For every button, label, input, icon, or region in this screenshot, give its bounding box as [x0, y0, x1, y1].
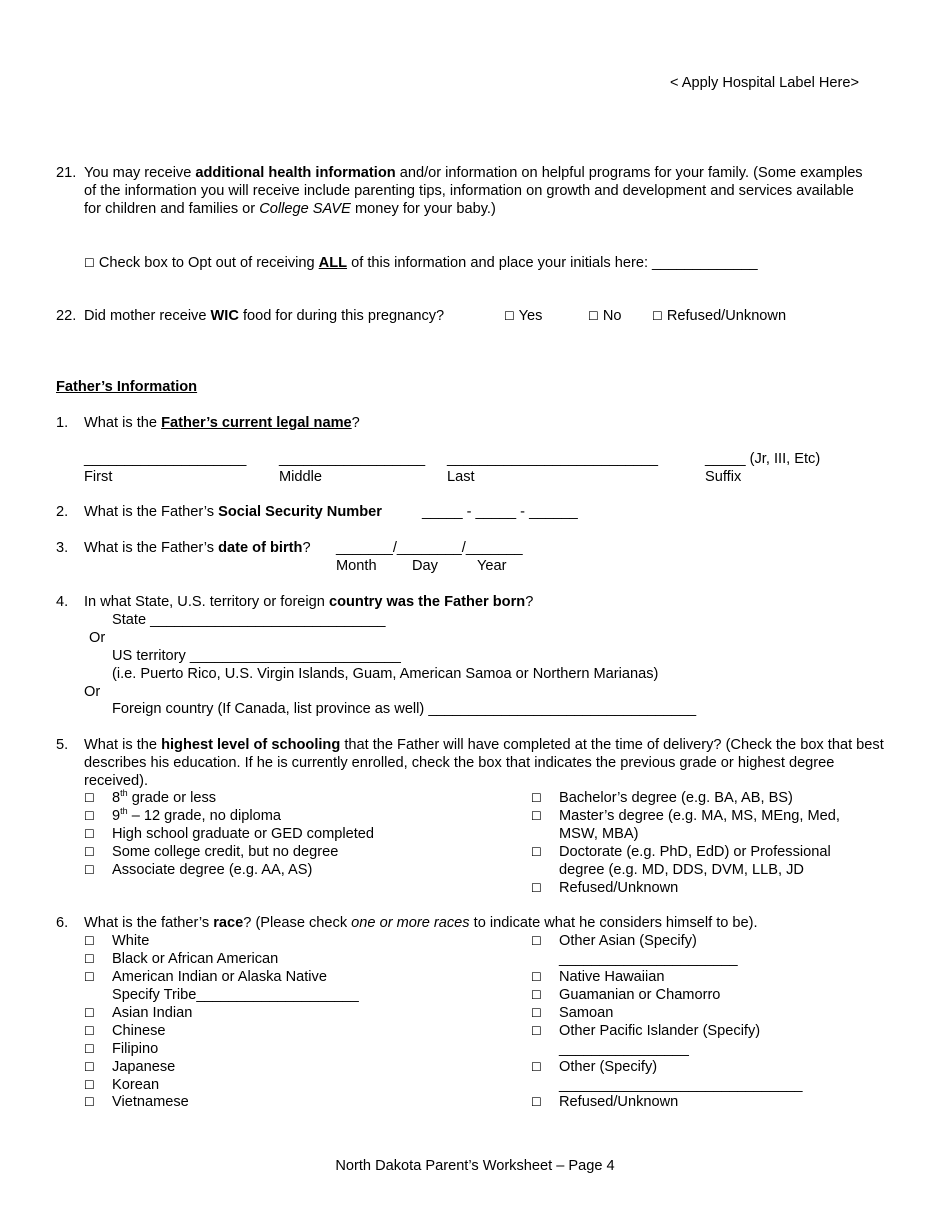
hospital-label-note: < Apply Hospital Label Here>	[670, 75, 860, 91]
checkbox-icon[interactable]: ☐	[531, 845, 542, 859]
f5-question: What is the highest level of schooling that the Father will have completed at the time of delivery? (Check the box that best describes his education. If he is currently enrolled, check the box that indicates the previous grade or highest degree received).	[84, 737, 884, 789]
checkbox-icon[interactable]: ☐	[531, 809, 542, 823]
checkbox-icon[interactable]: ☐	[531, 988, 542, 1002]
edu-option-associate: Associate degree (e.g. AA, AS)	[112, 862, 313, 878]
checkbox-icon[interactable]: ☐	[504, 309, 515, 323]
checkbox-icon[interactable]: ☐	[84, 791, 95, 805]
checkbox-icon[interactable]: ☐	[84, 934, 95, 948]
checkbox-icon[interactable]: ☐	[84, 1006, 95, 1020]
checkbox-icon[interactable]: ☐	[84, 845, 95, 859]
q22-question: Did mother receive WIC food for during this pregnancy?	[84, 308, 445, 324]
checkbox-icon[interactable]: ☐	[84, 952, 95, 966]
state-line[interactable]: State _____________________________	[112, 612, 386, 628]
q22-yes-option[interactable]: ☐ Yes	[504, 308, 543, 324]
checkbox-icon[interactable]: ☐	[84, 1042, 95, 1056]
checkbox-icon[interactable]: ☐	[84, 1060, 95, 1074]
edu-option-doctorate: Doctorate (e.g. PhD, EdD) or Professional	[559, 844, 831, 860]
edu-option-bachelor: Bachelor’s degree (e.g. BA, AB, BS)	[559, 790, 793, 806]
race-option: Native Hawaiian	[559, 969, 665, 985]
race-option: Guamanian or Chamorro	[559, 987, 721, 1003]
f2-number: 2.	[56, 504, 69, 520]
other-asian-line[interactable]: ______________________	[559, 951, 738, 967]
f4-question: In what State, U.S. territory or foreign country was the Father born?	[84, 594, 534, 610]
race-option-refused: Refused/Unknown	[559, 1094, 679, 1110]
race-option: Japanese	[112, 1059, 176, 1075]
checkbox-icon[interactable]: ☐	[531, 791, 542, 805]
checkbox-icon[interactable]: ☐	[84, 863, 95, 877]
foreign-country-line[interactable]: Foreign country (If Canada, list province as well) _________________________________	[112, 701, 697, 717]
specify-tribe-line[interactable]: Specify Tribe____________________	[112, 987, 359, 1003]
last-label: Last	[447, 469, 475, 485]
territory-examples: (i.e. Puerto Rico, U.S. Virgin Islands, Guam, American Samoa or Northern Marianas)	[112, 666, 659, 682]
checkbox-icon[interactable]: ☐	[84, 1024, 95, 1038]
race-option: Korean	[112, 1077, 160, 1093]
checkbox-icon[interactable]: ☐	[531, 1024, 542, 1038]
dob-line[interactable]: _______/________/_______	[336, 540, 523, 556]
edu-option-doctorate-cont: degree (e.g. MD, DDS, DVM, LLB, JD	[559, 862, 804, 878]
checkbox-icon[interactable]: ☐	[84, 809, 95, 823]
ssn-line[interactable]: _____ - _____ - ______	[422, 504, 578, 520]
edu-option-9th-12th: 9th – 12 grade, no diploma	[112, 806, 281, 824]
checkbox-icon[interactable]: ☐	[652, 309, 663, 323]
q21-optout: ☐ Check box to Opt out of receiving ALL of this information and place your initials here: _____________	[84, 255, 758, 271]
checkbox-icon[interactable]: ☐	[531, 1006, 542, 1020]
q22-refused-option[interactable]: ☐ Refused/Unknown	[652, 308, 787, 324]
f3-question: What is the Father’s date of birth?	[84, 540, 311, 556]
race-option: Asian Indian	[112, 1005, 193, 1021]
checkbox-icon[interactable]: ☐	[588, 309, 599, 323]
race-option: Samoan	[559, 1005, 614, 1021]
checkbox-icon[interactable]: ☐	[84, 827, 95, 841]
checkbox-icon[interactable]: ☐	[531, 881, 542, 895]
page-footer: North Dakota Parent’s Worksheet – Page 4	[335, 1158, 615, 1174]
race-option: American Indian or Alaska Native	[112, 969, 327, 985]
checkbox-icon[interactable]: ☐	[531, 934, 542, 948]
f3-number: 3.	[56, 540, 69, 556]
race-option: Black or African American	[112, 951, 279, 967]
race-option: Filipino	[112, 1041, 159, 1057]
middle-name-line[interactable]: __________________	[279, 451, 426, 467]
f1-number: 1.	[56, 415, 69, 431]
race-option-other-asian: Other Asian (Specify)	[559, 933, 697, 949]
race-option: Vietnamese	[112, 1094, 189, 1110]
suffix-line[interactable]: _____ (Jr, III, Etc)	[705, 451, 821, 467]
f2-question: What is the Father’s Social Security Number	[84, 504, 382, 520]
other-line[interactable]: ______________________________	[559, 1077, 803, 1093]
q22-number: 22.	[56, 308, 77, 324]
day-label: Day	[412, 558, 438, 574]
us-territory-line[interactable]: US territory __________________________	[112, 648, 401, 664]
f6-number: 6.	[56, 915, 69, 931]
last-name-line[interactable]: __________________________	[447, 451, 659, 467]
edu-option-refused: Refused/Unknown	[559, 880, 679, 896]
race-option-other: Other (Specify)	[559, 1059, 658, 1075]
edu-option-highschool: High school graduate or GED completed	[112, 826, 375, 842]
first-name-line[interactable]: ____________________	[84, 451, 247, 467]
or-label: Or	[89, 630, 106, 646]
f5-number: 5.	[56, 737, 69, 753]
q21-text: You may receive additional health information and/or information on helpful programs for your family. (Some examples of the information you will receive include parenting tips, information on growth and development and services available for children and families or College SAVE money for your baby.)	[84, 165, 863, 217]
section-title: Father’s Information	[56, 379, 198, 395]
checkbox-icon[interactable]: ☐	[531, 1095, 542, 1109]
checkbox-icon[interactable]: ☐	[531, 1060, 542, 1074]
q22-no-option[interactable]: ☐ No	[588, 308, 622, 324]
checkbox-icon[interactable]: ☐	[84, 1078, 95, 1092]
race-option: Chinese	[112, 1023, 166, 1039]
race-option: Other Pacific Islander (Specify)	[559, 1023, 761, 1039]
other-pacific-line[interactable]: ________________	[559, 1041, 689, 1057]
edu-option-8th: 8th grade or less	[112, 788, 217, 806]
f6-question: What is the father’s race? (Please check one or more races to indicate what he considers himself to be).	[84, 915, 758, 931]
first-label: First	[84, 469, 113, 485]
suffix-label: Suffix	[705, 469, 742, 485]
checkbox-icon[interactable]: ☐	[84, 1095, 95, 1109]
f1-question: What is the Father’s current legal name?	[84, 415, 360, 431]
edu-option-master: Master’s degree (e.g. MA, MS, MEng, Med,	[559, 808, 840, 824]
checkbox-icon[interactable]: ☐	[84, 970, 95, 984]
year-label: Year	[477, 558, 507, 574]
middle-label: Middle	[279, 469, 322, 485]
checkbox-icon[interactable]: ☐	[531, 970, 542, 984]
f4-number: 4.	[56, 594, 69, 610]
q21-number: 21.	[56, 165, 77, 181]
optout-checkbox-icon[interactable]: ☐	[84, 256, 95, 270]
race-option: White	[112, 933, 150, 949]
month-label: Month	[336, 558, 377, 574]
or-label: Or	[84, 684, 101, 700]
edu-option-some-college: Some college credit, but no degree	[112, 844, 339, 860]
edu-option-master-cont: MSW, MBA)	[559, 826, 639, 842]
